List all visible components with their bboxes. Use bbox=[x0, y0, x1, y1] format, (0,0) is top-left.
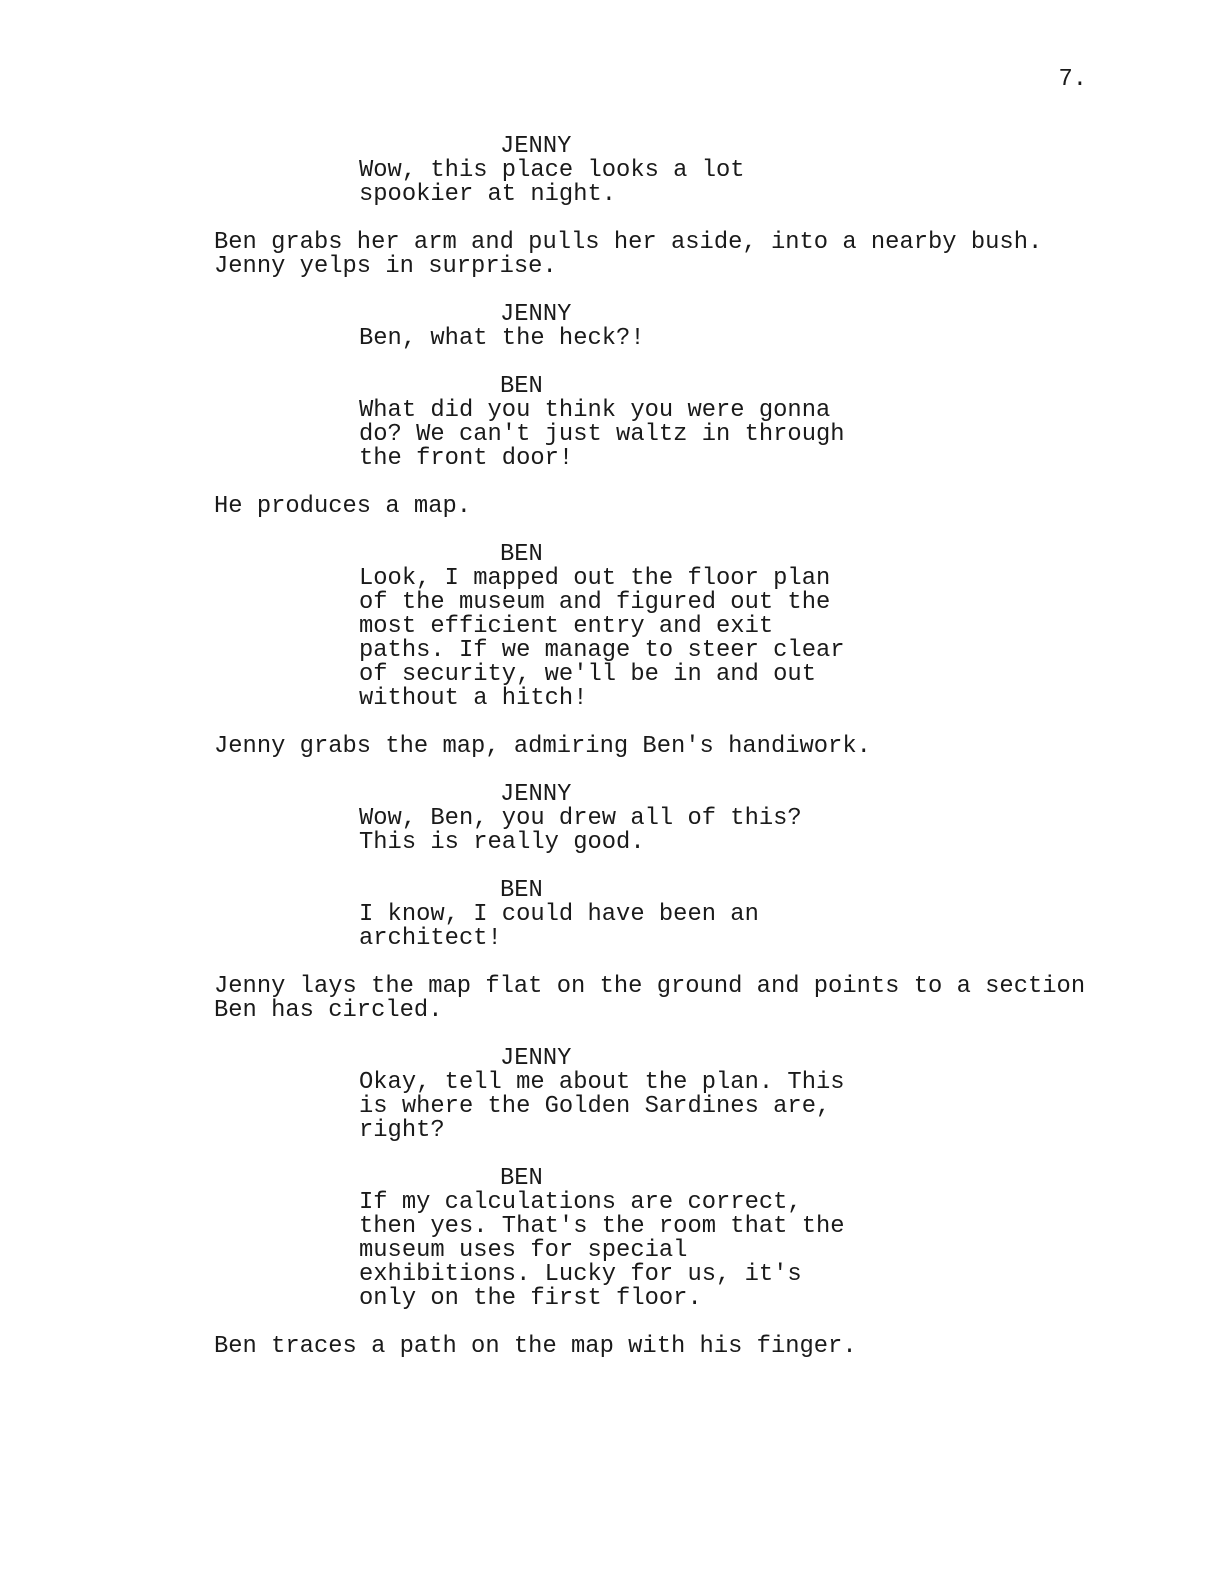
action-block bbox=[214, 231, 1094, 279]
blank-line bbox=[214, 711, 1094, 735]
character-block bbox=[214, 303, 1094, 327]
blank-line bbox=[214, 471, 1094, 495]
character-block bbox=[214, 135, 1094, 159]
dialogue-line: Wow, Ben, you drew all of this? bbox=[359, 805, 802, 832]
character-name: JENNY bbox=[500, 1045, 572, 1072]
blank-line bbox=[214, 759, 1094, 783]
dialogue-line: paths. If we manage to steer clear bbox=[359, 637, 845, 664]
character-name: JENNY bbox=[500, 301, 572, 328]
dialogue-line: most efficient entry and exit bbox=[359, 613, 774, 640]
action-line: Jenny grabs the map, admiring Ben's handiwork. bbox=[214, 733, 871, 760]
dialogue-line: only on the first floor. bbox=[359, 1285, 702, 1312]
character-name: BEN bbox=[500, 1165, 543, 1192]
action-line: He produces a map. bbox=[214, 493, 472, 520]
character-block bbox=[214, 783, 1094, 807]
action-block bbox=[214, 735, 1094, 759]
action-block bbox=[214, 1335, 1094, 1359]
action-line: Ben traces a path on the map with his finger. bbox=[214, 1333, 857, 1360]
screenplay-body bbox=[214, 135, 1094, 1359]
blank-line bbox=[214, 1311, 1094, 1335]
dialogue-line: of security, we'll be in and out bbox=[359, 661, 816, 688]
dialogue-line: the front door! bbox=[359, 445, 574, 472]
dialogue-line: If my calculations are correct, bbox=[359, 1189, 802, 1216]
character-block bbox=[214, 1047, 1094, 1071]
dialogue-line: Look, I mapped out the floor plan bbox=[359, 565, 831, 592]
blank-line bbox=[214, 855, 1094, 879]
dialogue-line: spookier at night. bbox=[359, 181, 617, 208]
dialogue-line: Okay, tell me about the plan. This bbox=[359, 1069, 845, 1096]
character-block bbox=[214, 1167, 1094, 1191]
character-name: BEN bbox=[500, 373, 543, 400]
dialogue-line: This is really good. bbox=[359, 829, 645, 856]
action-line: Jenny yelps in surprise. bbox=[214, 253, 557, 280]
dialogue-line: museum uses for special bbox=[359, 1237, 688, 1264]
dialogue-block bbox=[214, 327, 1094, 351]
blank-line bbox=[214, 1023, 1094, 1047]
blank-line bbox=[214, 951, 1094, 975]
dialogue-line: do? We can't just waltz in through bbox=[359, 421, 845, 448]
action-line: Ben grabs her arm and pulls her aside, into a nearby bush. bbox=[214, 229, 1043, 256]
action-line: Ben has circled. bbox=[214, 997, 443, 1024]
dialogue-line: Wow, this place looks a lot bbox=[359, 157, 745, 184]
character-block bbox=[214, 375, 1094, 399]
blank-line bbox=[214, 207, 1094, 231]
dialogue-line: architect! bbox=[359, 925, 502, 952]
dialogue-block bbox=[214, 1191, 1094, 1311]
blank-line bbox=[214, 351, 1094, 375]
character-block bbox=[214, 543, 1094, 567]
blank-line bbox=[214, 519, 1094, 543]
dialogue-line: I know, I could have been an bbox=[359, 901, 759, 928]
action-block bbox=[214, 495, 1094, 519]
dialogue-line: exhibitions. Lucky for us, it's bbox=[359, 1261, 802, 1288]
dialogue-block bbox=[214, 1071, 1094, 1143]
dialogue-line: without a hitch! bbox=[359, 685, 588, 712]
character-name: JENNY bbox=[500, 133, 572, 160]
dialogue-block bbox=[214, 807, 1094, 855]
blank-line bbox=[214, 279, 1094, 303]
dialogue-line: right? bbox=[359, 1117, 445, 1144]
page-number: 7. bbox=[1058, 66, 1087, 93]
character-block bbox=[214, 879, 1094, 903]
dialogue-block bbox=[214, 903, 1094, 951]
character-name: JENNY bbox=[500, 781, 572, 808]
dialogue-line: What did you think you were gonna bbox=[359, 397, 831, 424]
blank-line bbox=[214, 1143, 1094, 1167]
dialogue-block bbox=[214, 567, 1094, 711]
dialogue-line: then yes. That's the room that the bbox=[359, 1213, 845, 1240]
dialogue-block bbox=[214, 159, 1094, 207]
dialogue-line: of the museum and figured out the bbox=[359, 589, 831, 616]
dialogue-line: Ben, what the heck?! bbox=[359, 325, 645, 352]
action-line: Jenny lays the map flat on the ground and points to a section bbox=[214, 973, 1086, 1000]
dialogue-block bbox=[214, 399, 1094, 471]
action-block bbox=[214, 975, 1094, 1023]
character-name: BEN bbox=[500, 541, 543, 568]
character-name: BEN bbox=[500, 877, 543, 904]
dialogue-line: is where the Golden Sardines are, bbox=[359, 1093, 831, 1120]
